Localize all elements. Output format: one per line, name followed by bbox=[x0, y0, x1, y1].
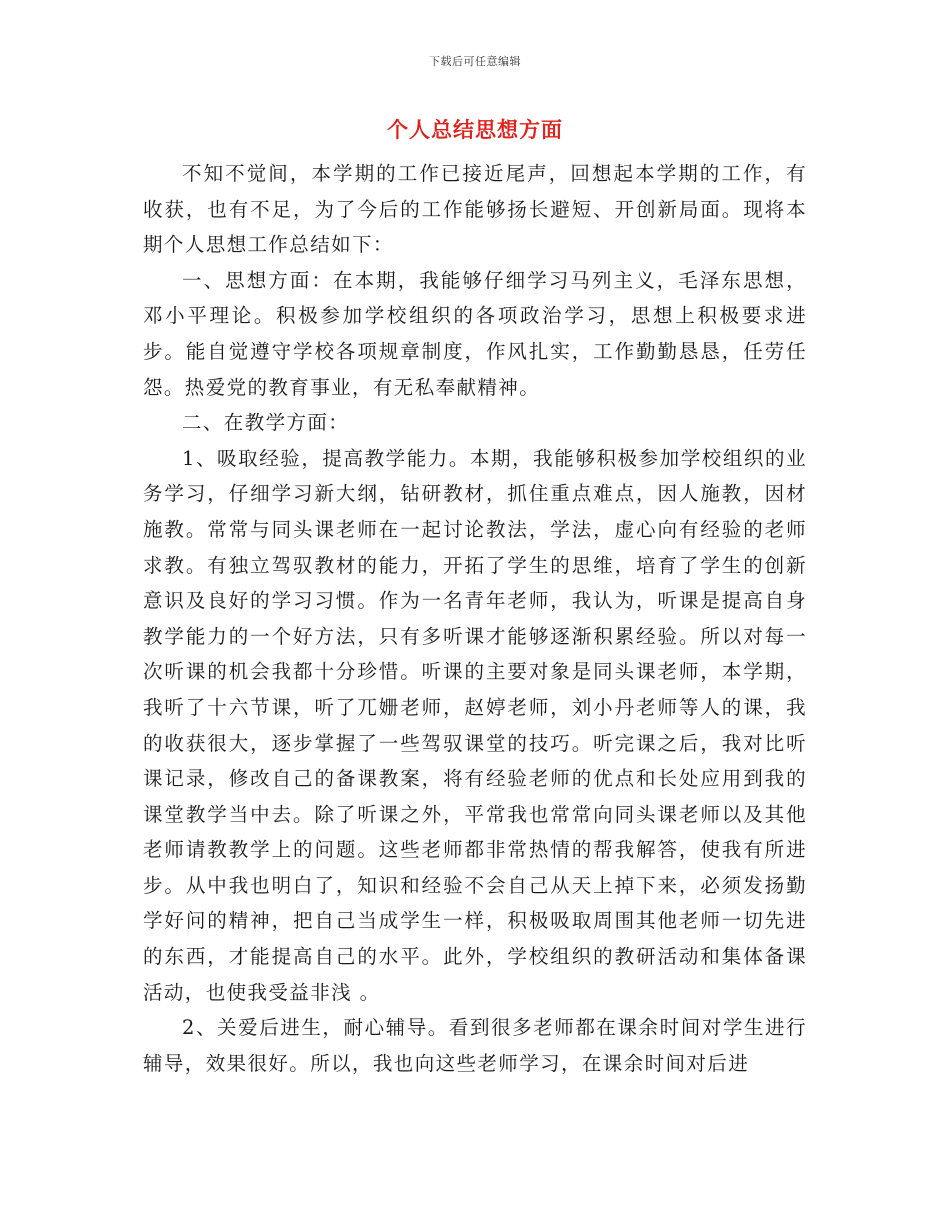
paragraph-teaching-heading: 二、在教学方面： bbox=[182, 411, 350, 435]
paragraph-teaching-2: 2、关爱后进生，耐心辅导。看到很多老师都在课余时间对学生进行辅导，效果很好。所以，我也向这些老师学习，在课余时间对后进 bbox=[143, 1016, 807, 1075]
document-body bbox=[143, 156, 807, 1081]
paragraph-intro: 不知不觉间，本学期的工作已接近尾声，回想起本学期的工作，有收获，也有不足，为了今后的工作能够扬长避短、开创新局面。现将本期个人思想工作总结如下： bbox=[143, 162, 807, 257]
paragraph-teaching-1: 1、吸取经验，提高教学能力。本期，我能够积极参加学校组织的业务学习，仔细学习新大纲，钻研教材，抓住重点难点，因人施教，因材施教。常常与同头课老师在一起讨论教法，学法，虚心向有经验的老师求教。有独立驾驭教材的能力，开拓了学生的思维，培育了学生的创新意识及良好的学习习惯。作为一名青年老师，我认为，听课是提高自身教学能力的一个好方法，只有多听课才能够逐渐积累经验。所以对每一次听课的机会我都十分珍惜。听课的主要对象是同头课老师，本学期，我听了十六节课，听了兀姗老师，赵婷老师，刘小丹老师等人的课，我的收获很大，逐步掌握了一些驾驭课堂的技巧。听完课之后，我对比听课记录，修改自己的备课教案，将有经验老师的优点和长处应用到我的课堂教学当中去。除了听课之外，平常我也常常向同头课老师以及其他老师请教教学上的问题。这些老师都非常热情的帮我解答，使我有所进步。从中我也明白了，知识和经验不会自己从天上掉下来，必须发扬勤学好问的精神，把自己当成学生一样，积极吸取周围其他老师一切先进的东西，才能提高自己的水平。此外，学校组织的教研活动和集体备课活动，也使我受益非浅 。 bbox=[143, 446, 807, 1004]
page-header-note: 下载后可任意编辑 bbox=[429, 55, 521, 68]
paragraph-thought: 一、思想方面：在本期，我能够仔细学习马列主义，毛泽东思想，邓小平理论。积极参加学校组织的各项政治学习，思想上积极要求进步。能自觉遵守学校各项规章制度，作风扎实，工作勤勤恳恳，任劳任怨。热爱党的教育事业，有无私奉献精神。 bbox=[143, 268, 807, 399]
document-title: 个人总结思想方面 bbox=[387, 117, 563, 142]
